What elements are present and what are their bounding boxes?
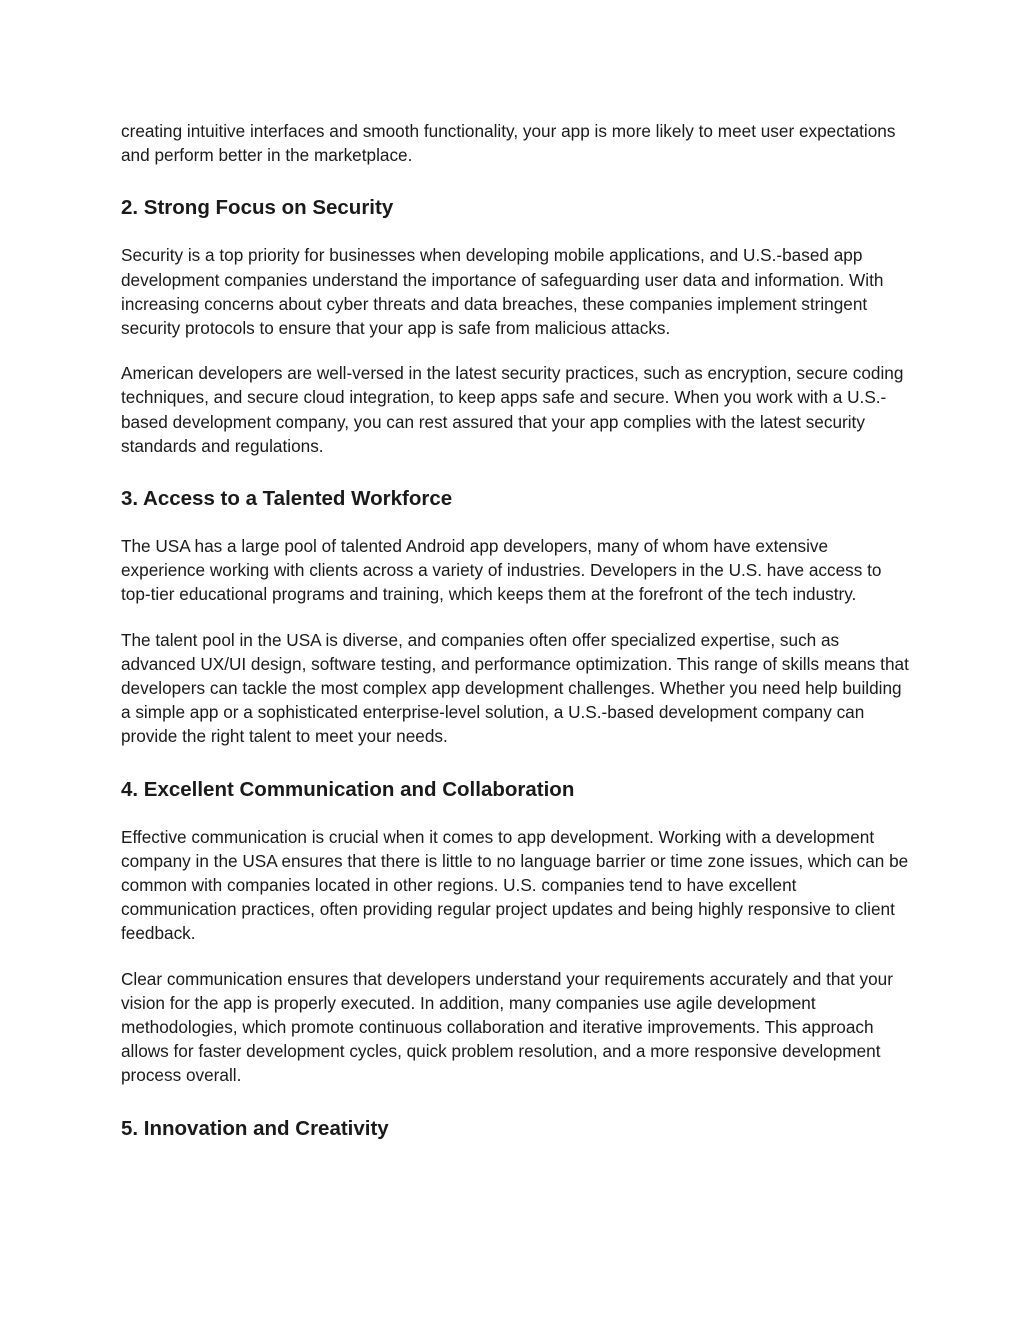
security-paragraph-2: American developers are well-versed in the latest security practices, such as encryption, secure coding techniques, and secure cloud integration, to keep apps safe and secure. When you work with a U.S.-based development company, you can rest assured that your app complies with the latest security standards and regulations.: [121, 363, 904, 456]
section-heading-security: 2. Strong Focus on Security: [121, 196, 394, 220]
communication-paragraph-2: Clear communication ensures that developers understand your requirements accurately and that your vision for the app is properly executed. In addition, many companies use agile development methodologies, which promote continuous collaboration and iterative improvements. This approach allows for faster development cycles, quick problem resolution, and a more responsive development process overall.: [121, 968, 893, 1086]
section-heading-innovation: 5. Innovation and Creativity: [121, 1116, 389, 1140]
security-paragraph-1: Security is a top priority for businesses when developing mobile applications, and U.S.-based app development companies understand the importance of safeguarding user data and information. With increasing concerns about cyber threats and data breaches, these companies implement stringent security protocols to ensure that your app is safe from malicious attacks.: [121, 245, 884, 339]
document-page: [121, 119, 911, 1164]
workforce-paragraph-1: The USA has a large pool of talented Android app developers, many of whom have extensive experience working with clients across a variety of industries. Developers in the U.S. have access to top-tier educational programs and training, which keeps them at the forefront of the tech industry.: [121, 536, 882, 605]
communication-paragraph-1: Effective communication is crucial when it comes to app development. Working with a development company in the USA ensures that there is little to no language barrier or time zone issues, which can be common with companies located in other regions. U.S. companies tend to have excellent communication practices, often providing regular project updates and being highly responsive to client feedback.: [121, 826, 909, 944]
intro-paragraph: creating intuitive interfaces and smooth functionality, your app is more likely to meet user expectations and perform better in the marketplace.: [121, 121, 896, 166]
workforce-paragraph-2: The talent pool in the USA is diverse, and companies often offer specialized expertise, such as advanced UX/UI design, software testing, and performance optimization. This range of skills means that developers can tackle the most complex app development challenges. Whether you need help building a simple app or a sophisticated enterprise-level solution, a U.S.-based development company can provide the right talent to meet your needs.: [121, 629, 909, 747]
section-heading-communication: 4. Excellent Communication and Collaboration: [121, 777, 575, 801]
section-heading-workforce: 3. Access to a Talented Workforce: [121, 487, 453, 511]
